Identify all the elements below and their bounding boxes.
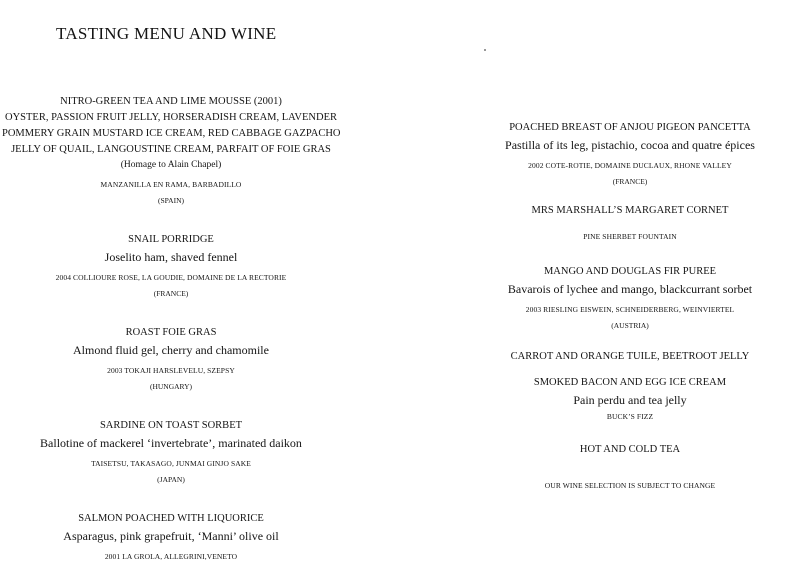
wine-pairing: MANZANILLA EN RAMA, BARBADILLO — [100, 180, 242, 189]
footer-notice: OUR WINE SELECTION IS SUBJECT TO CHANGE — [544, 481, 716, 490]
course-name: JELLY OF QUAIL, LANGOUSTINE CREAM, PARFAIT OF FOIE GRAS — [11, 144, 331, 155]
wine-change-notice — [470, 480, 790, 491]
course-description: Almond fluid gel, cherry and chamomile — [73, 343, 269, 357]
course-description: Pastilla of its leg, pistachio, cocoa and quatre épices — [505, 138, 755, 152]
course-name: OYSTER, PASSION FRUIT JELLY, HORSERADISH CREAM, LAVENDER — [5, 112, 337, 123]
course-name: ROAST FOIE GRAS — [125, 327, 217, 338]
course-name: SALMON POACHED WITH LIQUORICE — [78, 513, 264, 524]
wine-pairing: PINE SHERBET FOUNTAIN — [583, 232, 677, 241]
course-description: Bavarois of lychee and mango, blackcurrant sorbet — [507, 282, 753, 296]
course-name: MRS MARSHALL’S MARGARET CORNET — [531, 205, 729, 216]
stray-mark — [484, 49, 486, 51]
course-mango-douglas-fir — [470, 264, 790, 331]
course-margaret-cornet — [470, 203, 790, 242]
course-name: MANGO AND DOUGLAS FIR PUREE — [543, 266, 717, 277]
course-bacon-egg-ice-cream — [470, 375, 790, 422]
wine-pairing: 2003 TOKAJI HARSLEVELU, SZEPSY — [107, 366, 235, 375]
page-title: TASTING MENU AND WINE — [56, 24, 277, 43]
course-name: SNAIL PORRIDGE — [128, 234, 214, 245]
course-description: Asparagus, pink grapefruit, ‘Manni’ olive oil — [63, 529, 279, 543]
wine-origin: (HUNGARY) — [149, 382, 193, 391]
course-hot-cold-tea — [470, 442, 790, 458]
right-menu-column — [470, 120, 790, 491]
left-menu-column — [2, 94, 340, 562]
course-salmon-liquorice — [2, 511, 340, 562]
course-sardine-sorbet — [2, 418, 340, 485]
course-carrot-orange-tuile — [470, 349, 790, 365]
course-description: Ballotine of mackerel ‘invertebrate’, marinated daikon — [40, 436, 302, 450]
course-description: Pain perdu and tea jelly — [573, 393, 687, 407]
course-roast-foie-gras — [2, 325, 340, 392]
wine-origin: (FRANCE) — [153, 289, 189, 298]
course-description: Joselito ham, shaved fennel — [104, 250, 238, 264]
course-nitro-green-tea — [2, 94, 340, 206]
course-name: SARDINE ON TOAST SORBET — [99, 420, 243, 431]
course-snail-porridge — [2, 232, 340, 299]
course-name: CARROT AND ORANGE TUILE, BEETROOT JELLY — [510, 351, 750, 362]
course-name: POACHED BREAST OF ANJOU PIGEON PANCETTA — [509, 122, 751, 133]
wine-pairing: 2001 LA GROLA, ALLEGRINI,VENETO — [104, 552, 238, 561]
course-name: HOT AND COLD TEA — [579, 444, 681, 455]
wine-origin: (AUSTRIA) — [611, 321, 649, 330]
wine-pairing: 2003 RIESLING EISWEIN, SCHNEIDERBERG, WEINVIERTEL — [525, 305, 735, 314]
course-note: (Homage to Alain Chapel) — [120, 160, 222, 170]
wine-pairing: 2002 COTE-ROTIE, DOMAINE DUCLAUX, RHONE VALLEY — [528, 161, 732, 170]
course-name: POMMERY GRAIN MUSTARD ICE CREAM, RED CABBAGE GAZPACHO — [2, 128, 341, 139]
course-name: NITRO-GREEN TEA AND LIME MOUSSE (2001) — [60, 96, 282, 107]
course-anjou-pigeon — [470, 120, 790, 187]
wine-origin: (JAPAN) — [157, 475, 185, 484]
wine-pairing: TAISETSU, TAKASAGO, JUNMAI GINJO SAKE — [91, 459, 251, 468]
wine-pairing: 2004 COLLIOURE ROSE, LA GOUDIE, DOMAINE DE LA RECTORIE — [55, 273, 287, 282]
wine-origin: (SPAIN) — [158, 196, 184, 205]
course-name: SMOKED BACON AND EGG ICE CREAM — [533, 377, 727, 388]
wine-pairing: BUCK’S FIZZ — [606, 412, 654, 421]
wine-origin: (FRANCE) — [612, 177, 648, 186]
